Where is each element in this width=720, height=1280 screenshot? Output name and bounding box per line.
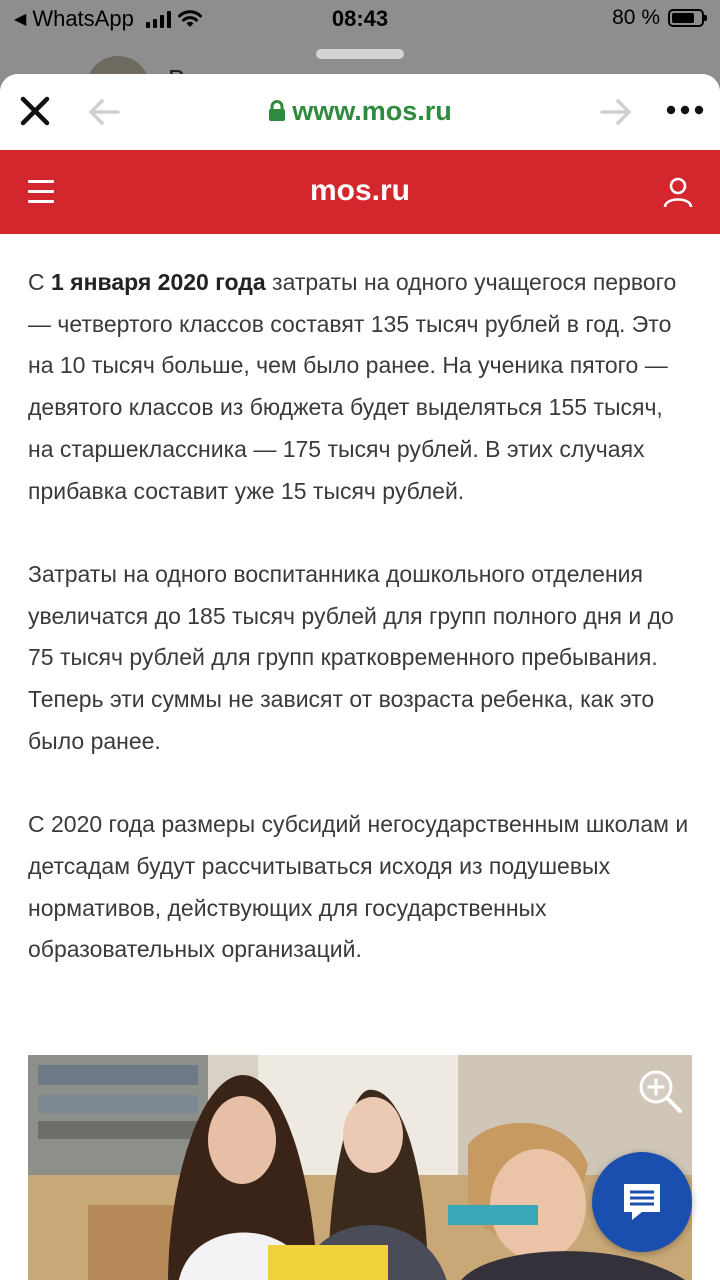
chat-icon [620, 1180, 664, 1224]
back-triangle-icon: ◀ [14, 11, 27, 28]
battery-fill [672, 13, 694, 23]
arrow-right-icon[interactable] [598, 96, 634, 128]
battery-status [612, 6, 704, 30]
photo-illustration [28, 1055, 692, 1280]
status-time: 08:43 [331, 6, 389, 31]
article-paragraph-2: Затраты на одного воспитанника дошкольного отделения увеличатся до 185 тысяч рублей для групп полного дня и до 75 тысяч рублей для групп кратковременного пребывания. Теперь эти суммы не зависят от возраста ребенка, как это было ранее. [28, 560, 674, 754]
status-bar [0, 0, 720, 40]
article-photo[interactable] [28, 1055, 692, 1280]
site-logo[interactable]: mos.ru [309, 174, 411, 207]
sheet-grabber[interactable] [316, 49, 404, 59]
in-app-browser-sheet [0, 74, 720, 1280]
article-date-highlight: 1 января 2020 года [51, 269, 266, 295]
battery-percent: 80 % [612, 6, 660, 29]
article-paragraph-3: С 2020 года размеры субсидий негосударственным школам и детсадам будут рассчитываться исходя из подушевых нормативов, действующих для государственных образовательных организаций. [28, 811, 689, 963]
more-horizontal-icon[interactable] [666, 100, 704, 120]
chat-button[interactable] [592, 1152, 692, 1252]
user-icon[interactable] [662, 176, 694, 208]
article-paragraph-1: С 1 января 2020 года затраты на одного учащегося первого — четвертого классов составят 135 тысяч рублей в год. Это на 10 тысяч больше, чем было ранее. На ученика пятого — девятого классов из бюджета будет выделяться 155 тысяч, на старшеклассника — 175 тысяч рублей. В этих случаях прибавка составит уже 15 тысяч рублей. [28, 269, 677, 504]
browser-toolbar [0, 74, 720, 150]
battery-icon [668, 9, 704, 27]
lock-icon [268, 100, 286, 122]
zoom-in-icon[interactable] [636, 1067, 684, 1115]
site-header [0, 150, 720, 234]
article-body [28, 262, 694, 1013]
back-app-label: WhatsApp [32, 6, 134, 31]
url-text: www.mos.ru [292, 96, 452, 126]
